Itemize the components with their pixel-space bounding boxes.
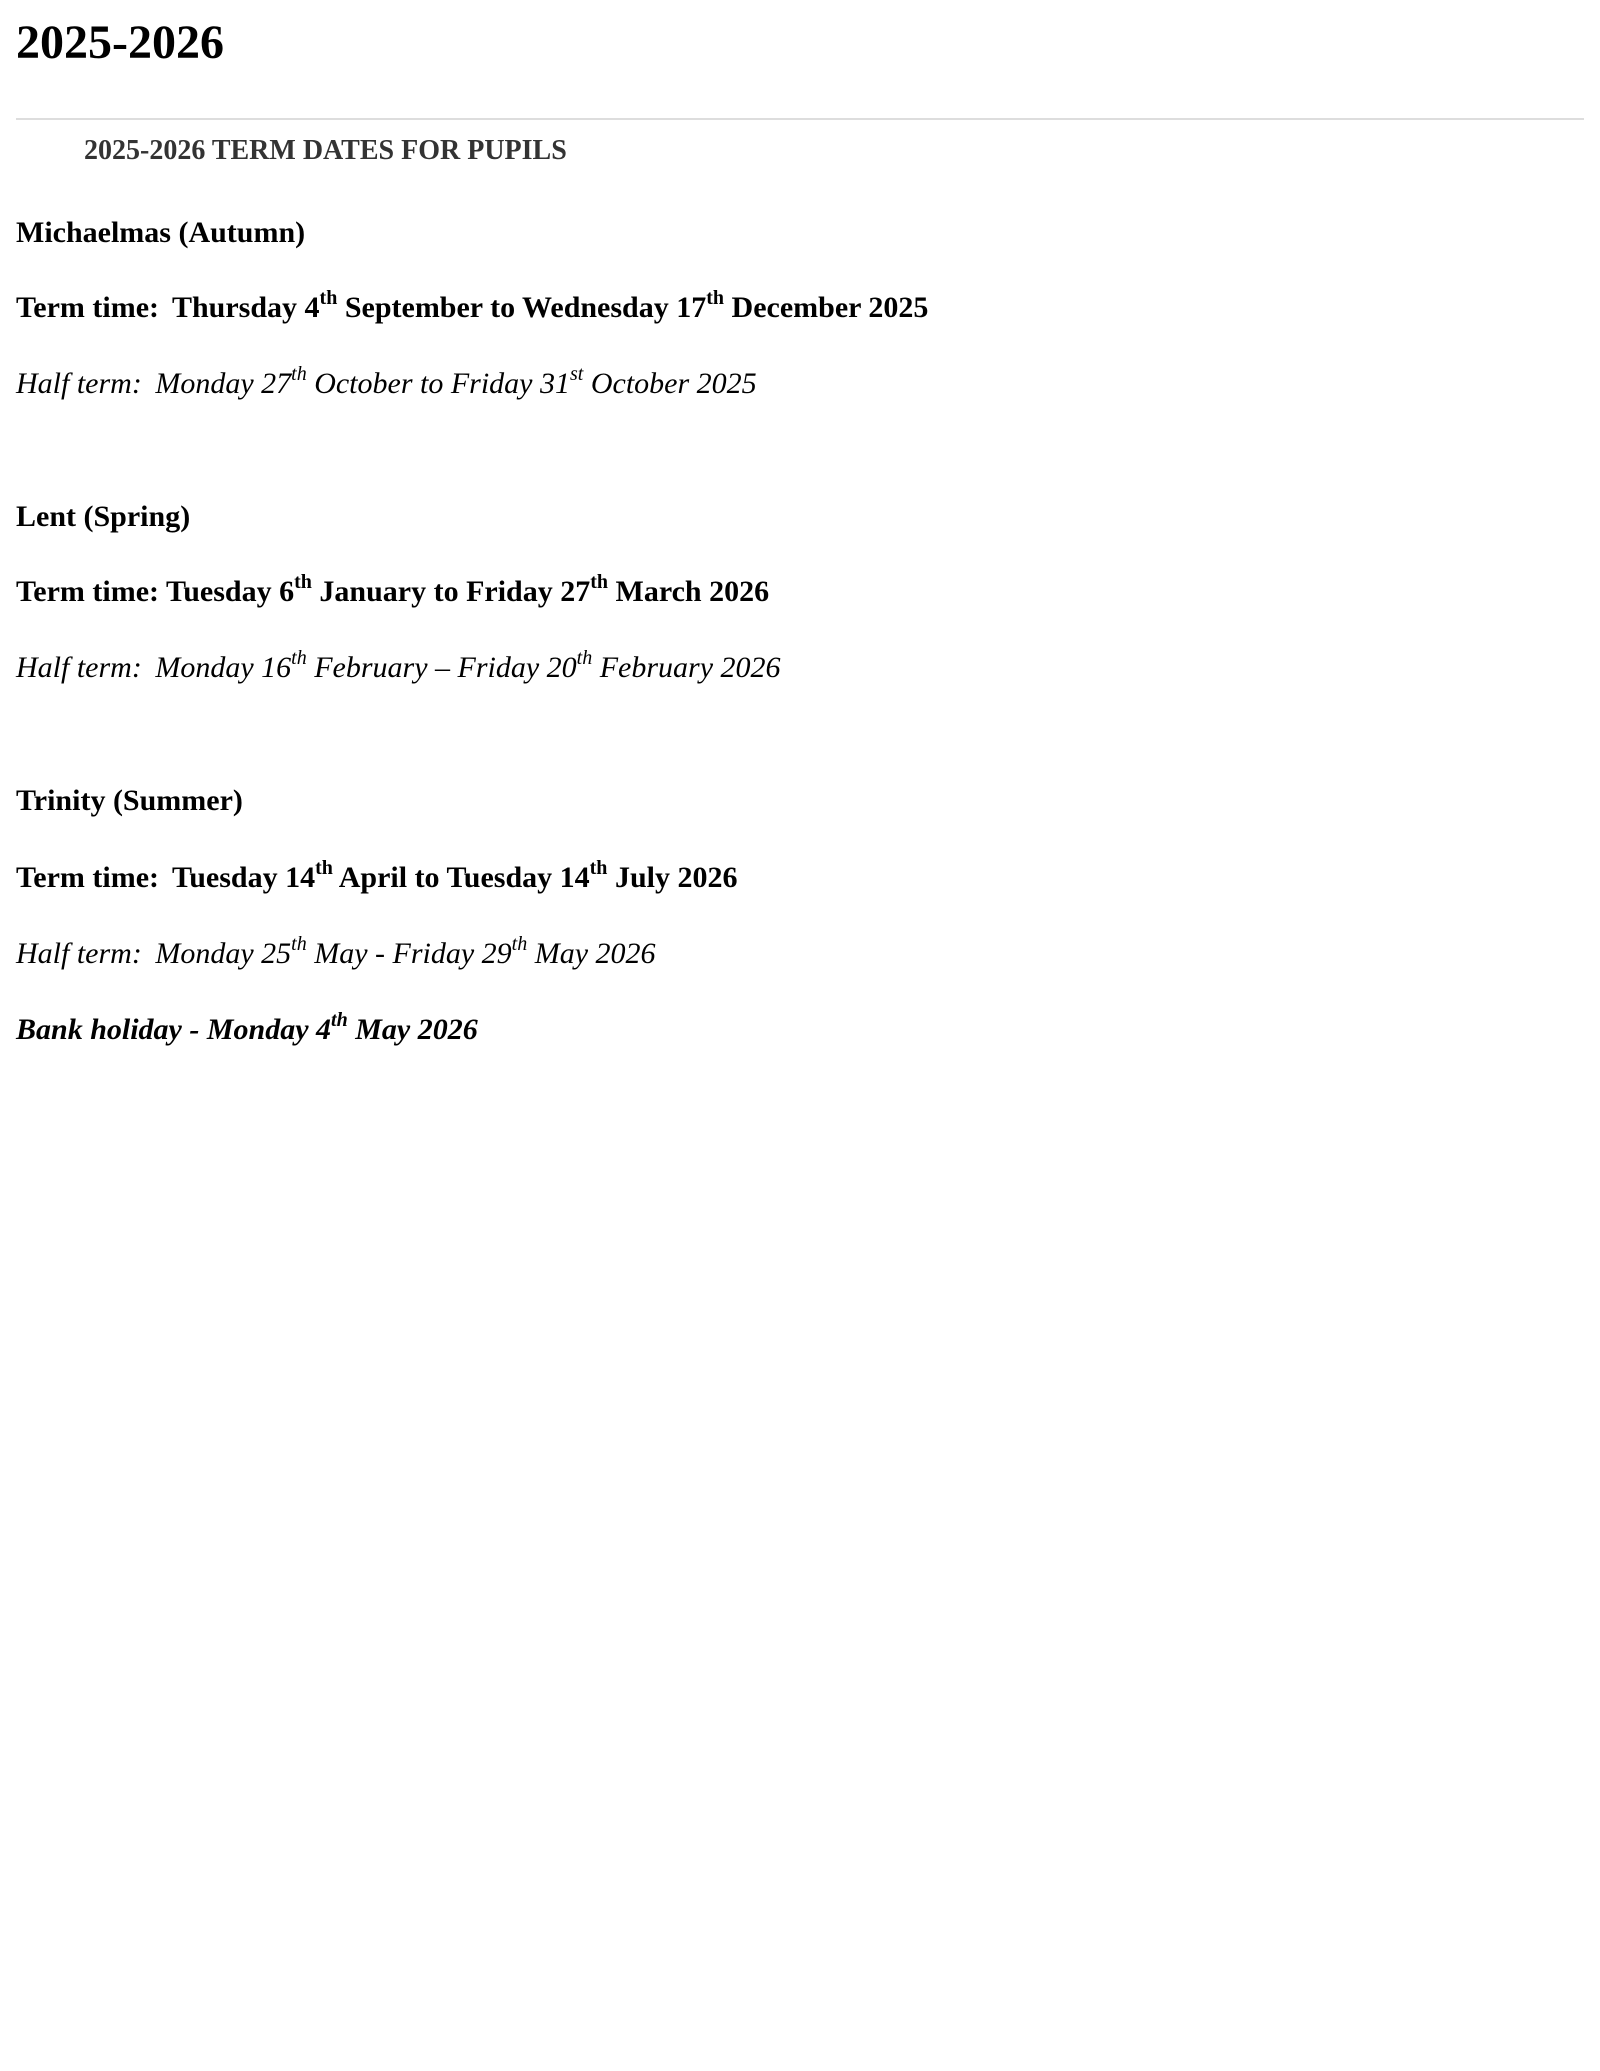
term-time-label: Term time: xyxy=(16,291,159,324)
term-name-michaelmas: Michaelmas (Autumn) xyxy=(16,216,306,249)
term-name-lent: Lent (Spring) xyxy=(16,500,191,533)
half-term-part: October 2025 xyxy=(583,367,757,400)
half-term-part: Monday 16 xyxy=(155,651,292,684)
half-term-trinity xyxy=(16,934,656,974)
term-time-part: April to Tuesday 14 xyxy=(332,861,590,894)
term-time-part: Tuesday 14 xyxy=(171,861,316,894)
term-time-part: September to Wednesday 17 xyxy=(337,291,707,324)
term-time-trinity xyxy=(16,858,737,898)
page-title: 2025-2026 xyxy=(16,16,224,69)
half-term-part: Monday 25 xyxy=(155,937,292,970)
section-subtitle: 2025-2026 TERM DATES FOR PUPILS xyxy=(84,135,567,166)
term-time-michaelmas xyxy=(16,288,928,328)
term-time-label: Term time: xyxy=(16,861,159,894)
term-time-part: January to Friday 27 xyxy=(311,575,591,608)
ordinal-suffix: th xyxy=(706,287,725,309)
half-term-part: May - Friday 29 xyxy=(306,937,512,970)
term-time-part: December 2025 xyxy=(724,291,929,324)
half-term-part: Monday 27 xyxy=(155,367,292,400)
ordinal-suffix: th xyxy=(511,933,528,955)
ordinal-suffix: th xyxy=(294,571,312,593)
bank-holiday-part: May 2026 xyxy=(347,1013,478,1046)
half-term-part: May 2026 xyxy=(527,937,656,970)
ordinal-suffix: th xyxy=(576,647,593,669)
half-term-lent xyxy=(16,648,781,688)
term-name-trinity: Trinity (Summer) xyxy=(16,784,243,817)
term-time-lent xyxy=(16,572,769,612)
ordinal-suffix: th xyxy=(590,571,609,593)
half-term-part: February 2026 xyxy=(592,651,781,684)
bank-holiday-note xyxy=(16,1010,478,1050)
ordinal-suffix: st xyxy=(570,363,584,385)
half-term-michaelmas xyxy=(16,364,757,404)
term-time-part: March 2026 xyxy=(608,575,770,608)
half-term-part: October to Friday 31 xyxy=(306,367,570,400)
ordinal-suffix: th xyxy=(315,857,333,879)
ordinal-suffix: th xyxy=(291,647,307,669)
ordinal-suffix: th xyxy=(589,857,608,879)
ordinal-suffix: th xyxy=(291,933,307,955)
term-time-part: Tuesday 6 xyxy=(165,575,295,608)
term-time-part: Thursday 4 xyxy=(171,291,320,324)
half-term-label: Half term: xyxy=(16,651,142,684)
divider xyxy=(16,118,1584,120)
half-term-label: Half term: xyxy=(16,937,142,970)
ordinal-suffix: th xyxy=(331,1009,348,1031)
half-term-part: February – Friday 20 xyxy=(306,651,577,684)
bank-holiday-part: Bank holiday - Monday 4 xyxy=(16,1013,332,1046)
term-time-part: July 2026 xyxy=(607,861,738,894)
half-term-label: Half term: xyxy=(16,367,142,400)
ordinal-suffix: th xyxy=(291,363,307,385)
ordinal-suffix: th xyxy=(319,287,338,309)
term-time-label: Term time: xyxy=(16,575,159,608)
